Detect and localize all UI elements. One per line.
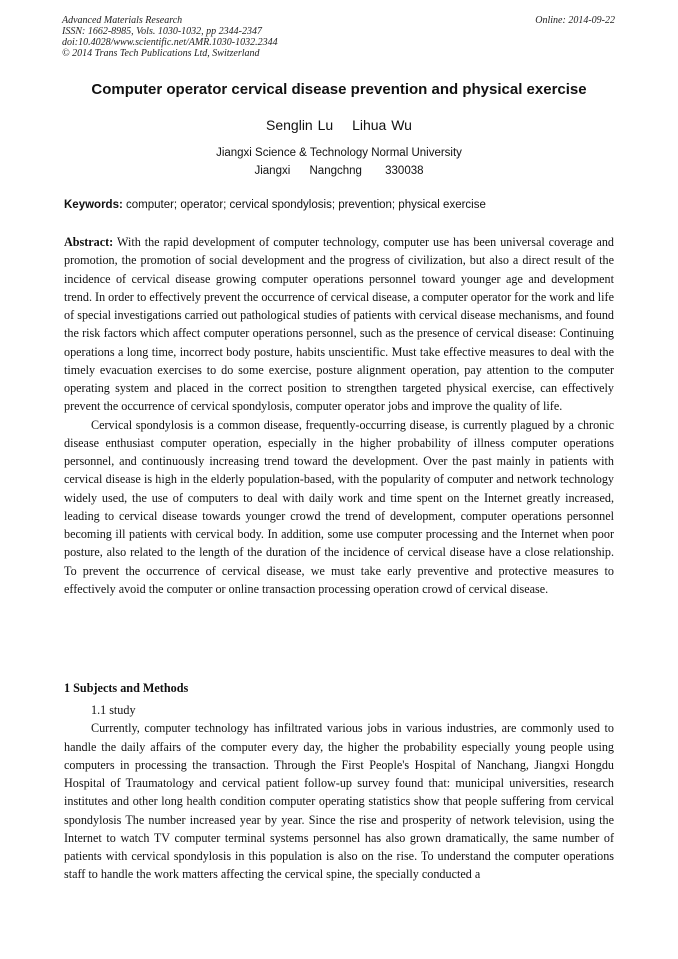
journal-name: Advanced Materials Research [62,15,183,26]
abstract-paragraph-2: Cervical spondylosis is a common disease, frequently-occurring disease, is currently plagued by a chronic disease enthusiast computer operation, especially in the higher probability of illness computer operations personnel, and continuously increasing trend toward the development. Over the past mainly in patients with cervical disease is high in the elderly population-based, with the popularity of computer and network technology widely used, the use of computers to deal with daily work and time spent on the Internet greatly increased, leading to cervical disease towards younger crowd the trend of development, computer operations personnel becoming ill patients with cervical body. In addition, some use computer processing and the Internet when poor posture, also related to the length of the duration of the incidence of cervical disease have a close relationship. To prevent the occurrence of cervical disease, we must take early preventive and protective measures to effectively avoid the computer or online transaction processing operation crowd of cervical disease. [64,417,614,596]
copyright-line: © 2014 Trans Tech Publications Ltd, Switzerland [62,48,260,59]
paper-title: Computer operator cervical disease prevention and physical exercise [91,81,587,98]
section-heading: 1 Subjects and Methods [64,681,189,695]
keywords-label: Keywords: [64,199,123,211]
doi-line: doi:10.4028/www.scientific.net/AMR.1030-1032.2344 [62,37,278,48]
affiliation-province: Jiangxi [254,165,291,177]
journal-header [62,15,482,59]
section-paragraph: Currently, computer technology has infiltrated various jobs in various industries, are commonly used to handle the daily affairs of the computer every day, the higher the probability especially young people using computers in processing the transaction. Through the First People's Hospital of Nanchang, Jiangxi Hongdu Hospital of Traumatology and cervical patient follow-up survey found that: municipal universities, research institutes and other long health condition computer operating statistics show that people suffering from cervical spondylosis The number increased year by year. Since the rise and prosperity of network television, using the Internet to watch TV computer terminal systems personnel has also grown dramatically, the same number of patients with cervical spondylosis in this population is also on the rise. To understand the computer operations staff to handle the work matters affecting the cervical spine, the specially conducted a [64,721,614,882]
affiliation-institution: Jiangxi Science & Technology Normal University [216,147,462,159]
issn-line: ISSN: 1662-8985, Vols. 1030-1032, pp 2344-2347 [62,26,262,37]
affiliation-place [0,162,678,180]
abstract-section [64,233,614,598]
author-name: Lihua Wu [352,117,412,133]
author-name: Senglin Lu [266,117,334,133]
affiliation-postcode: 330038 [385,165,424,177]
abstract-label: Abstract: [64,235,114,249]
author-list [0,115,678,135]
online-date: Online: 2014-09-22 [535,15,615,26]
section-body [64,701,614,884]
abstract-text: With the rapid development of computer technology, computer use has been universal coverage and promotion, the promotion of social development and the progress of civilization, but also a direct result of the incidence of cervical disease growing computer operations personnel toward younger age and development trend. In order to effectively prevent the occurrence of cervical disease, a computer operator for the work and life of special investigations carried out pathological studies of patients with cervical disease mechanisms, and found the risk factors which affect computer operations personnel, such as the presence of cervical disease: Continuing operations a long time, incorrect body posture, habits unscientific. Must take effective measures to deal with the timely evacuation exercises to do some exercise, posture alignment operation, pay attention to the computer operating system and placed in the correct position to strengthen targeted physical exercise, can effectively prevent the occurrence of cervical spondylosis, computer operator jobs and improve the quality of life. [64,235,614,414]
subsection-heading: 1.1 study [91,703,136,717]
abstract-paragraph [64,233,614,416]
keywords [64,197,616,214]
keywords-text: computer; operator; cervical spondylosis; prevention; physical exercise [126,199,486,211]
affiliation-city: Nangchng [309,165,362,177]
